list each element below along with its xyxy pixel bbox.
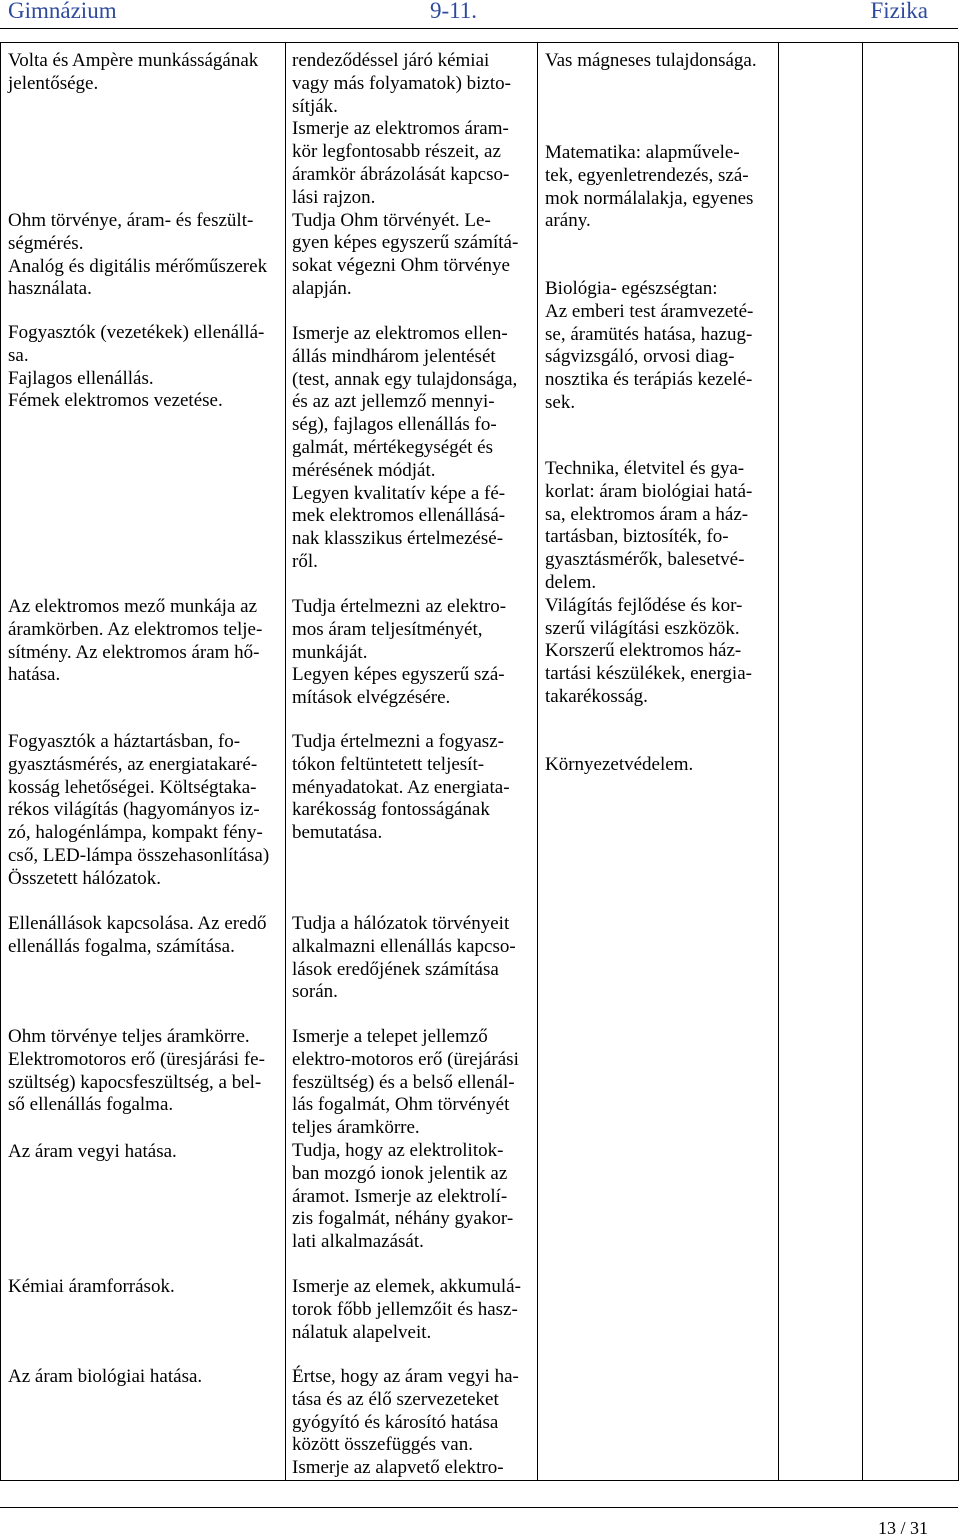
topic-block: Volta és Ampère munkásságának jelentősége. bbox=[8, 50, 259, 94]
learning-outcome-block: Tudja a hálózatok törvényeit alkalmazni ellenállás kapcso- lások eredőjének számítása során. bbox=[292, 913, 516, 1003]
topic-block: Ohm törvénye teljes áramkörre. Elektromotoros erő (üresjárási fe- szültség) kapocsfeszültség, a bel- ső ellenállás fogalma. bbox=[8, 1026, 265, 1116]
page-number: 13 / 31 bbox=[877, 1518, 928, 1538]
cross-curricular-link-block: Biológia- egészségtan: Az emberi test áramvezeté- se, áramütés hatása, hazug- ságvizsgáló, orvosi diag- nosztika és terápiás kezelé- sek. bbox=[545, 278, 754, 413]
learning-outcome-block: Értse, hogy az áram vegyi ha- tása és az élő szervezeteket gyógyító és károsító hatása között összefüggés van. Ismerje az alapvető elektro- bbox=[292, 1366, 519, 1479]
empty-column bbox=[779, 43, 863, 1480]
learning-outcome-block: Ismerje az elemek, akkumulá- torok főbb jellemzőit és hasz- nálatuk alapelveit. bbox=[292, 1276, 521, 1343]
school-type-label: Gimnázium bbox=[8, 0, 117, 23]
topic-block: Fogyasztók (vezetékek) ellenállá- sa. Fajlagos ellenállás. Fémek elektromos vezetése. bbox=[8, 322, 265, 412]
curriculum-table bbox=[0, 42, 959, 1481]
topic-block: Az áram biológiai hatása. bbox=[8, 1366, 203, 1387]
topic-block: Az elektromos mező munkája az áramkörben. Az elektromos telje- sítmény. Az elektromos áram hő- hatása. bbox=[8, 596, 263, 686]
topic-block: Ellenállások kapcsolása. Az eredő ellenállás fogalma, számítása. bbox=[8, 913, 267, 957]
topic-block: Ohm törvénye, áram- és feszült- ségmérés. Analóg és digitális mérőműszerek használata. bbox=[8, 210, 268, 300]
learning-outcome-block: rendeződéssel járó kémiai vagy más folyamatok) bizto- sítják. Ismerje az elektromos áram- kör legfontosabb részeit, az áramkör ábrázolását kapcso- lási rajzon. Tudja Ohm törvényét. Le- gyen képes egyszerű számítá- sokat végezni Ohm törvénye alapján. bbox=[292, 50, 519, 299]
learning-outcome-block: Tudja értelmezni az elektro- mos áram teljesítményét, munkáját. Legyen képes egyszerű szá- mítások elvégzésére. bbox=[292, 596, 507, 709]
connections-column bbox=[538, 43, 779, 1480]
subject-label: Fizika bbox=[870, 0, 928, 23]
cross-curricular-link-block: Matematika: alapművele- tek, egyenletrendezés, szá- mok normálalakja, egyenes arány. bbox=[545, 142, 754, 232]
topic-block: Kémiai áramforrások. bbox=[8, 1276, 175, 1297]
empty-column bbox=[863, 43, 958, 1480]
footer-divider bbox=[0, 1507, 958, 1508]
cross-curricular-link-block: Technika, életvitel és gya- korlat: áram biológiai hatá- sa, elektromos áram a ház- tartásban, biztosíték, fo- gyasztásmérők, balesetvé- delem. Világítás fejlődése és kor- szerű világítási eszközök. Korszerű elektromos ház- tartási készülékek, energia- takarékosság. bbox=[545, 458, 753, 707]
grade-range-label: 9-11. bbox=[430, 0, 478, 23]
header-divider bbox=[0, 28, 958, 29]
outcomes-column bbox=[286, 43, 538, 1480]
learning-outcome-block: Tudja értelmezni a fogyasz- tókon feltüntetett teljesít- ményadatokat. Az energiata- karékosság fontosságának bemutatása. bbox=[292, 731, 510, 844]
topics-column bbox=[1, 43, 286, 1480]
learning-outcome-block: Ismerje a telepet jellemző elektro-motoros erő (ürejárási feszültség) és a belső ellenál- lás fogalmát, Ohm törvényét teljes áramkörre. Tudja, hogy az elektrolitok- ban mozgó ionok jelentik az áramot. Ismerje az elektrolí- zis fogalmát, néhány gyakor- lati alkalmazását. bbox=[292, 1026, 519, 1253]
topic-block: Fogyasztók a háztartásban, fo- gyasztásmérés, az energiatakaré- kosság lehetőségei. Költségtaka- rékos világítás (hagyományos iz- zó, halogénlámpa, kompakt fény- cső, LED-lámpa összehasonlítása) Összetett hálózatok. bbox=[8, 731, 270, 889]
cross-curricular-link-block: Vas mágneses tulajdonsága. bbox=[545, 50, 757, 71]
learning-outcome-block: Ismerje az elektromos ellen- állás mindhárom jelentését (test, annak egy tulajdonsága, és az azt jellemző mennyi- ség), fajlagos ellenállás fo- galmát, mértékegységét és mérésének módját. Legyen kvalitatív képe a fé- mek elektromos ellenállásá- nak klasszikus értelmezésé- ről. bbox=[292, 323, 518, 572]
topic-block: Az áram vegyi hatása. bbox=[8, 1141, 177, 1162]
cross-curricular-link-block: Környezetvédelem. bbox=[545, 754, 694, 775]
